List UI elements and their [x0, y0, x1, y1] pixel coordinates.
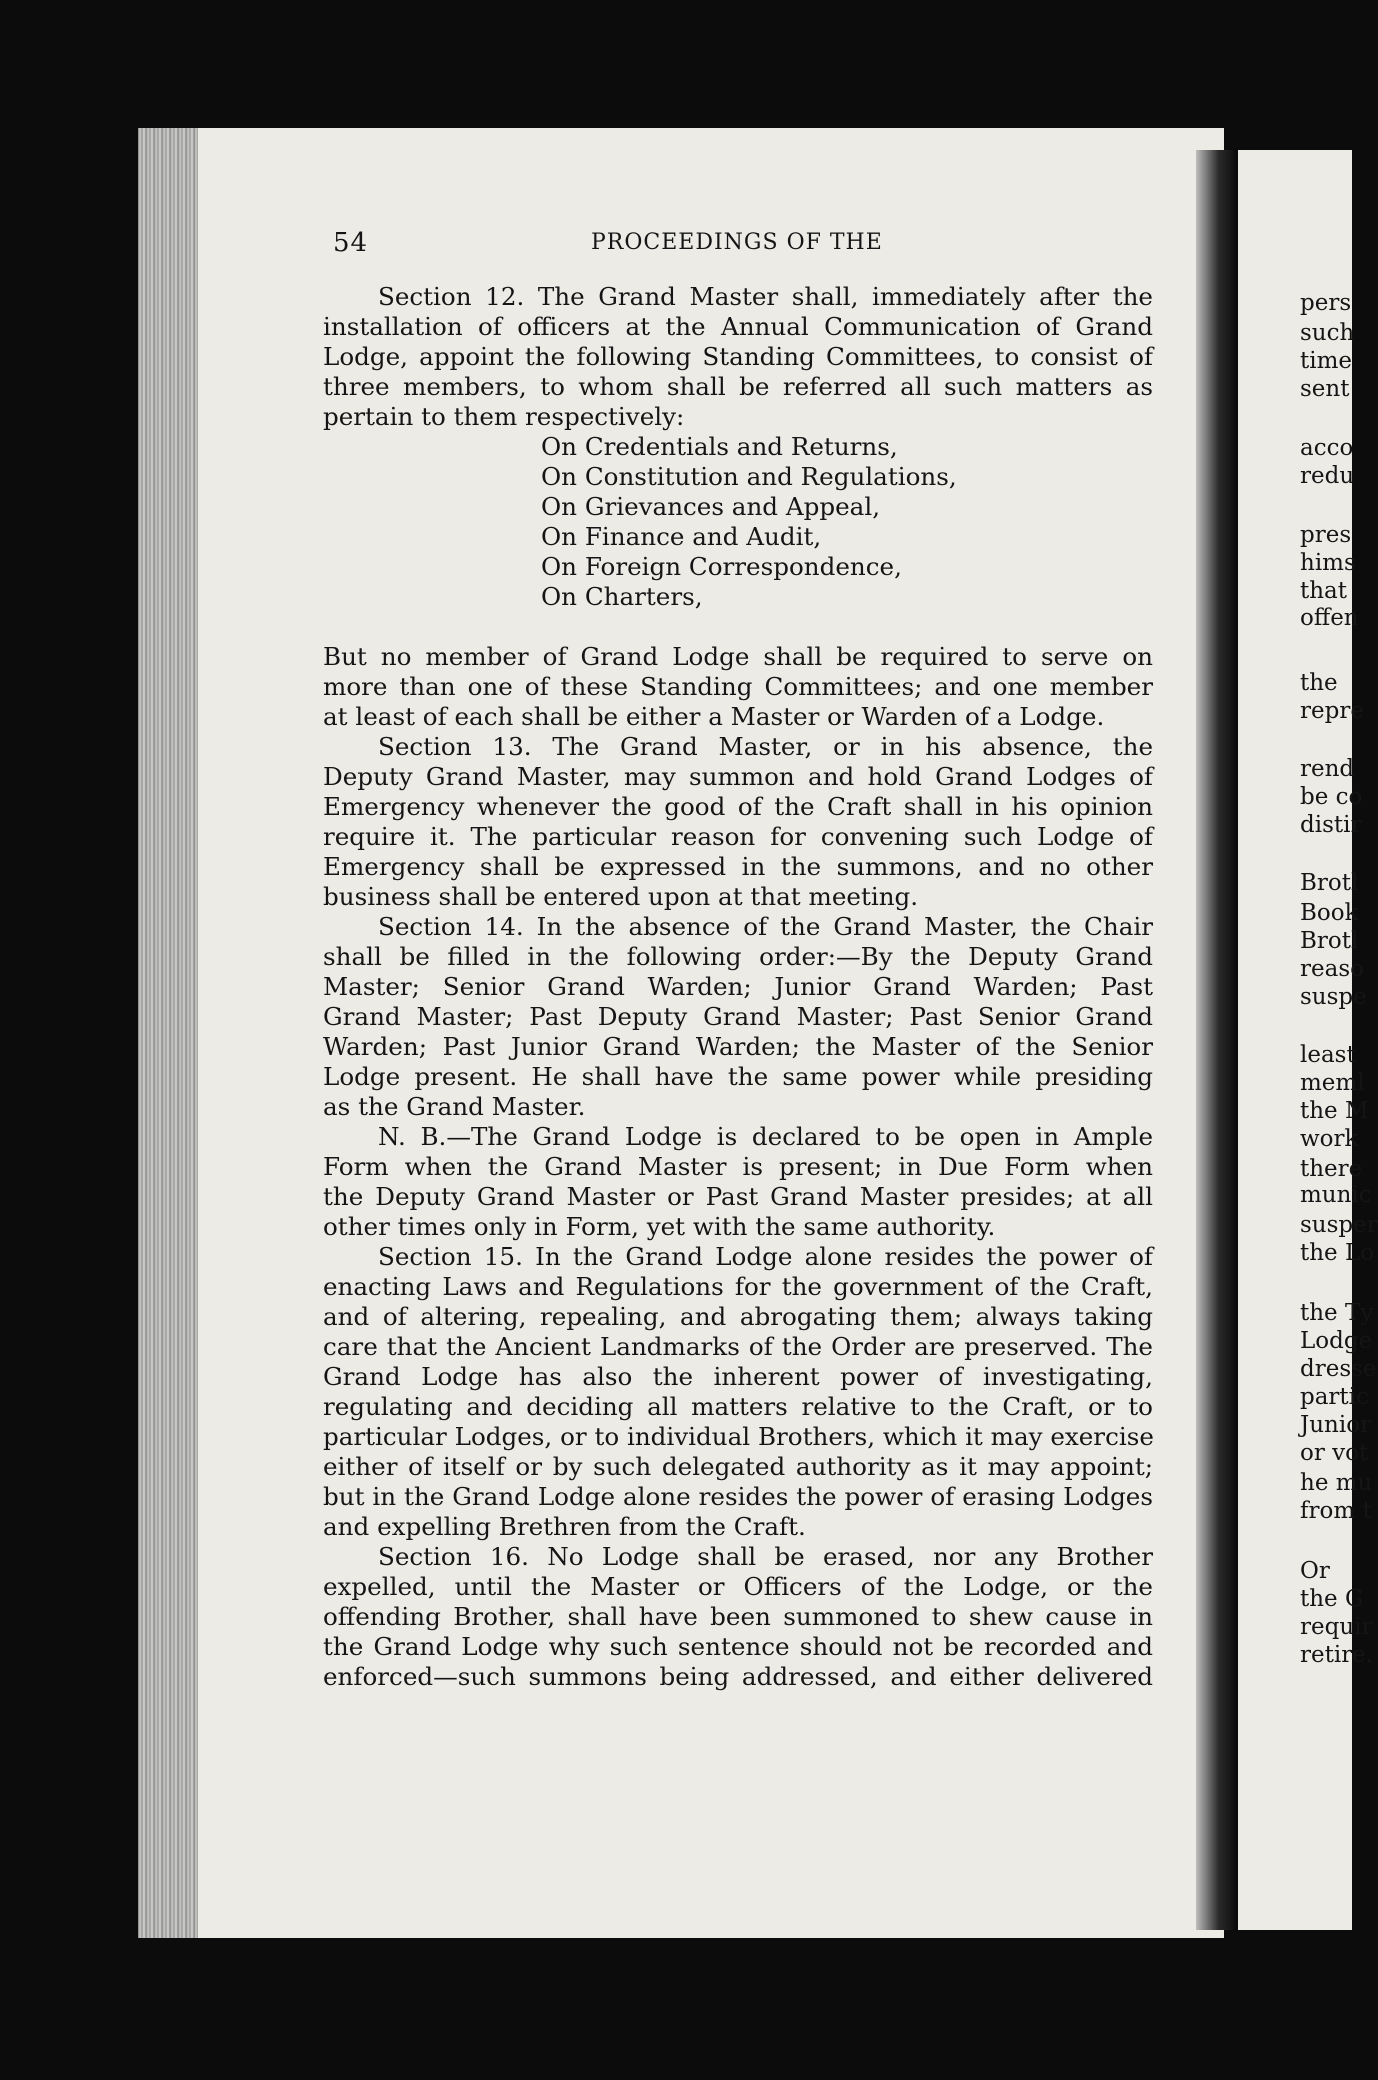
text-line: On Constitution and Regulations,	[541, 462, 957, 491]
right-page-fragment: redu	[1300, 463, 1355, 489]
right-page-fragment: pres	[1300, 522, 1352, 548]
text-line: particular Lodges, or to individual Brothers, which it may exercise	[323, 1422, 1154, 1451]
text-line: Section 12. The Grand Master shall, immediately after the	[378, 282, 1153, 311]
text-line: at least of each shall be either a Master or Warden of a Lodge.	[323, 702, 1105, 731]
text-line: more than one of these Standing Committees; and one member	[323, 672, 1153, 701]
right-page-fragment: repre	[1300, 698, 1364, 724]
right-page-fragment: least	[1300, 1042, 1356, 1068]
text-line: Section 15. In the Grand Lodge alone resides the power of	[378, 1242, 1153, 1271]
text-line: Lodge present. He shall have the same power while presiding	[323, 1062, 1153, 1091]
right-page-fragment: acco	[1300, 435, 1354, 461]
text-line: other times only in Form, yet with the same authority.	[323, 1212, 996, 1241]
text-line: On Finance and Audit,	[541, 522, 822, 551]
right-page-fragment: reaso	[1300, 956, 1364, 982]
text-line: On Credentials and Returns,	[541, 432, 898, 461]
right-page-fragment: the Lo	[1300, 1240, 1375, 1266]
text-line: enacting Laws and Regulations for the government of the Craft,	[323, 1272, 1153, 1301]
right-page-fragment: the	[1300, 670, 1338, 696]
right-page-fragment: Junior	[1300, 1412, 1372, 1438]
right-page-fragment: be co	[1300, 784, 1363, 810]
running-title: PROCEEDINGS OF THE	[591, 230, 883, 255]
right-page-fragment: that	[1300, 578, 1348, 604]
text-line: care that the Ancient Landmarks of the Order are preserved. The	[323, 1332, 1153, 1361]
right-page-fragment: Lodge	[1300, 1328, 1373, 1354]
right-page-fragment: hims	[1300, 550, 1356, 576]
right-page-fragment: the M	[1300, 1098, 1369, 1124]
text-line: business shall be entered upon at that meeting.	[323, 882, 919, 911]
right-page-fragment: Or	[1300, 1558, 1330, 1584]
right-page-fragment: retire.	[1300, 1642, 1374, 1668]
right-page-fragment: meml	[1300, 1070, 1365, 1096]
right-page-fragment: from t	[1300, 1498, 1372, 1524]
text-line: Grand Master; Past Deputy Grand Master; Past Senior Grand	[323, 1002, 1153, 1031]
text-line: regulating and deciding all matters relative to the Craft, or to	[323, 1392, 1153, 1421]
text-line: Lodge, appoint the following Standing Committees, to consist of	[323, 342, 1153, 371]
right-page-fragment: he mu	[1300, 1470, 1373, 1496]
text-line: Master; Senior Grand Warden; Junior Grand Warden; Past	[323, 972, 1153, 1001]
text-line: N. B.—The Grand Lodge is declared to be open in Ample	[378, 1122, 1153, 1151]
text-line	[323, 612, 1153, 642]
text-line: On Charters,	[541, 582, 703, 611]
right-page-fragment: dresse	[1300, 1356, 1377, 1382]
right-page-fragment: Brotl	[1300, 928, 1359, 954]
text-line: Grand Lodge has also the inherent power of investigating,	[323, 1362, 1153, 1391]
text-line: Section 14. In the absence of the Grand Master, the Chair	[378, 912, 1153, 941]
text-line: Emergency whenever the good of the Craft shall in his opinion	[323, 792, 1153, 821]
right-page-fragment: or vot	[1300, 1440, 1369, 1466]
right-page-edge	[1238, 150, 1378, 1930]
right-page-fragment: distir	[1300, 812, 1362, 838]
book-fold	[1196, 150, 1234, 1930]
text-line: On Foreign Correspondence,	[541, 552, 902, 581]
right-page-fragment: requir	[1300, 1614, 1373, 1640]
text-line: Warden; Past Junior Grand Warden; the Master of the Senior	[323, 1032, 1153, 1061]
text-line: the Grand Lodge why such sentence should not be recorded and	[323, 1632, 1153, 1661]
right-page-fragment: such	[1300, 320, 1355, 346]
right-page-fragment: time	[1300, 348, 1353, 374]
right-page-fragment: partic	[1300, 1384, 1369, 1410]
body-text	[323, 282, 1153, 1692]
text-line: shall be filled in the following order:—By the Deputy Grand	[323, 942, 1153, 971]
text-line: Emergency shall be expressed in the summons, and no other	[323, 852, 1153, 881]
right-page-fragment: susper	[1300, 1212, 1378, 1238]
text-line: three members, to whom shall be referred all such matters as	[323, 372, 1153, 401]
text-line: pertain to them respectively:	[323, 402, 685, 431]
text-line: but in the Grand Lodge alone resides the power of erasing Lodges	[323, 1482, 1153, 1511]
right-page-fragment: pers	[1300, 290, 1352, 316]
text-line: and expelling Brethren from the Craft.	[323, 1512, 806, 1541]
right-page-fragment: the G	[1300, 1586, 1364, 1612]
right-page-fragment: Brotl	[1300, 870, 1359, 896]
text-line: the Deputy Grand Master or Past Grand Master presides; at all	[323, 1182, 1153, 1211]
text-line: require it. The particular reason for convening such Lodge of	[323, 822, 1153, 851]
right-page-fragment: there	[1300, 1156, 1363, 1182]
text-line: enforced—such summons being addressed, and either delivered	[323, 1662, 1153, 1691]
page-number: 54	[333, 228, 369, 258]
text-line: either of itself or by such delegated authority as it may appoint;	[323, 1452, 1153, 1481]
right-page-fragment: sent	[1300, 376, 1350, 402]
right-page-fragment: the Ty	[1300, 1300, 1374, 1326]
text-line: Deputy Grand Master, may summon and hold Grand Lodges of	[323, 762, 1153, 791]
text-line: and of altering, repealing, and abrogating them; always taking	[323, 1302, 1153, 1331]
text-line: offending Brother, shall have been summoned to shew cause in	[323, 1602, 1153, 1631]
right-page-fragment: work	[1300, 1126, 1359, 1152]
right-page-fragment: offen	[1300, 605, 1359, 631]
right-page-fragment: Book	[1300, 900, 1359, 926]
page-edge-shading	[138, 128, 198, 1938]
text-line: Section 13. The Grand Master, or in his absence, the	[378, 732, 1153, 761]
right-page-fragment: suspe	[1300, 984, 1367, 1010]
text-line: But no member of Grand Lodge shall be required to serve on	[323, 642, 1153, 671]
text-line: as the Grand Master.	[323, 1092, 586, 1121]
right-page-fragment: rend	[1300, 756, 1355, 782]
text-line: Form when the Grand Master is present; in Due Form when	[323, 1152, 1153, 1181]
text-line: installation of officers at the Annual Communication of Grand	[323, 312, 1153, 341]
text-line: On Grievances and Appeal,	[541, 492, 881, 521]
text-line: expelled, until the Master or Officers of the Lodge, or the	[323, 1572, 1153, 1601]
text-line: Section 16. No Lodge shall be erased, nor any Brother	[378, 1542, 1153, 1571]
right-page-fragment: munic	[1300, 1182, 1372, 1208]
